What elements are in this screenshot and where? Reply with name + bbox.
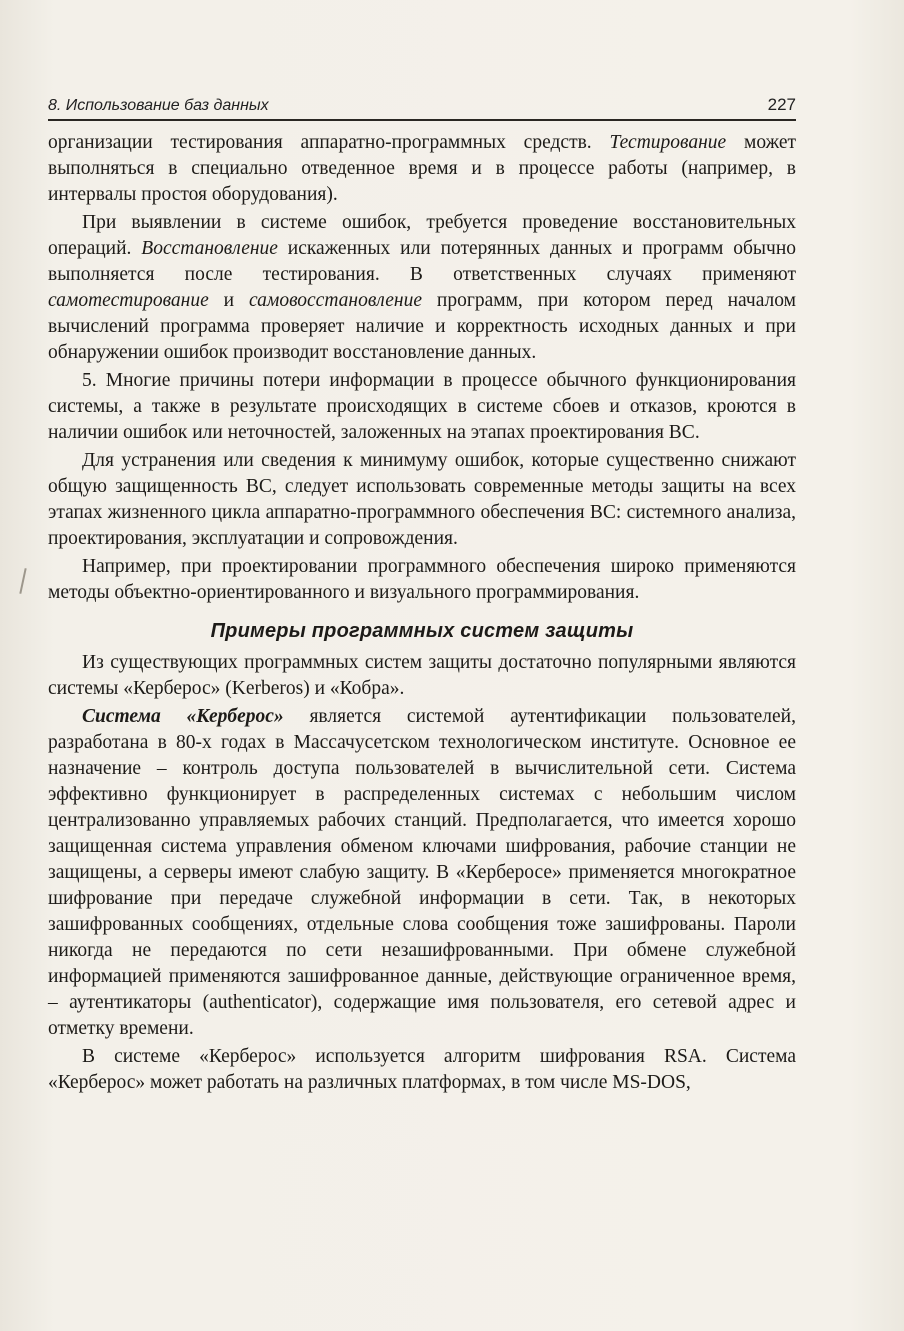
- text-run: Из существующих программных систем защиты достаточно популярными являются системы «Керберос» (Kerberos) и «Кобра».: [48, 652, 796, 699]
- text-run: может выполняться в специально отведенное время и в процессе работы (например, в интервалы простоя оборудования).: [48, 132, 796, 205]
- emphasized-term: самотестирование: [48, 290, 209, 311]
- page-header: [48, 97, 796, 121]
- paragraph: [48, 448, 796, 552]
- text-run: Например, при проектировании программного обеспечения широко применяются методы объектно-ориентированного и визуального программирования.: [48, 556, 796, 603]
- text-run: организации тестирования аппаратно-программных средств.: [48, 132, 610, 153]
- text-run: является системой аутентификации пользователей, разработана в 80-х годах в Массачусетском технологическом институте. Основное ее назначение – контроль доступа пользователей в вычислительной сети. Система эффективно функционирует в распределенных системах с небольшим числом централизованно управляемых рабочих станций. Предполагается, что имеется хорошо защищенная система управления обменом ключами шифрования, рабочие станции не защищены, а серверы имеют слабую защиту. В «Керберосе» применяется многократное шифрование при передаче служебной информации в сети. Так, в некоторых зашифрованных сообщениях, отдельные слова сообщения тоже зашифрованы. Пароли никогда не передаются по сети незашифрованными. При обмене служебной информацией применяются зашифрованное данные, действующие ограниченное время, – аутентикаторы (authenticator), содержащие имя пользователя, его сетевой адрес и отметку времени.: [48, 706, 796, 1039]
- text-run: и: [208, 290, 249, 311]
- text-run: искаженных или потерянных данных и программ обычно выполняется после тестирования. В ответственных случаях применяют: [48, 238, 797, 285]
- body-text: [48, 130, 796, 1098]
- emphasized-term: Тестирование: [609, 132, 727, 153]
- text-run: 5. Многие причины потери информации в процессе обычного функционирования системы, а также в результате происходящих в системе сбоев и отказов, кроются в наличии ошибок или неточностей, заложенных на этапах проектирования ВС.: [48, 370, 796, 443]
- paragraph: [48, 1044, 796, 1096]
- paragraph: [48, 704, 796, 1042]
- page-number: 227: [767, 95, 796, 114]
- margin-pencil-mark: [19, 568, 26, 594]
- section-heading: Примеры программных систем защиты: [210, 620, 634, 642]
- paragraphs-after-heading: [48, 650, 796, 1096]
- paragraph: [48, 368, 796, 446]
- paragraph: [48, 130, 796, 208]
- paragraph: [48, 650, 796, 702]
- text-run: программ, при котором перед началом вычислений программа проверяет наличие и корректность исходных данных и при обнаружении ошибок производит восстановление данных.: [48, 290, 797, 363]
- text-run: В системе «Керберос» используется алгоритм шифрования RSA. Система «Керберос» может работать на различных платформах, в том числе MS-DOS,: [48, 1046, 796, 1093]
- paragraph: [48, 554, 796, 606]
- text-run: Для устранения или сведения к минимуму ошибок, которые существенно снижают общую защищенность ВС, следует использовать современные методы защиты на всех этапах жизненного цикла аппаратно-программного обеспечения ВС: системного анализа, проектирования, эксплуатации и сопровождения.: [48, 450, 796, 549]
- text-run: При выявлении в системе ошибок, требуется проведение восстановительных операций.: [48, 212, 796, 259]
- running-title: 8. Использование баз данных: [48, 97, 269, 114]
- paragraphs-before-heading: [48, 130, 796, 606]
- emphasized-term: Система «Керберос»: [82, 706, 284, 727]
- paragraph: [48, 210, 796, 366]
- emphasized-term: самовосстановление: [248, 290, 423, 311]
- emphasized-term: Восстановление: [141, 238, 278, 259]
